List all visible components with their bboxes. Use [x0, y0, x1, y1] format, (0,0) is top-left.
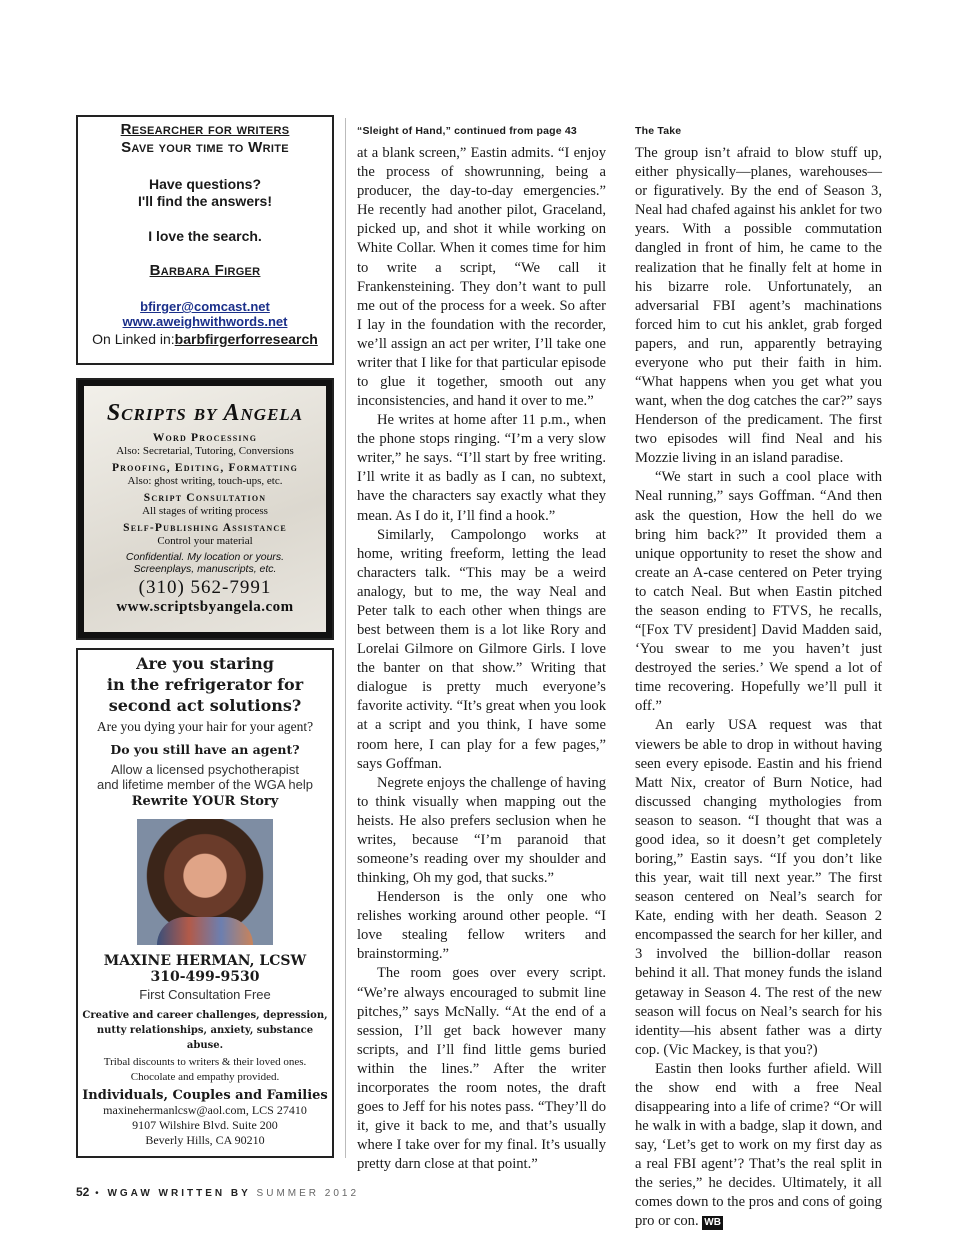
article-paragraph: The group isn’t afraid to blow stuff up, either physically—planes, warehouses—or figuratively. By the end of Season 3, Neal had chafed against his anklet for two years. With a possible commutation dangled in front of him, he came to the realization that he finally felt at home in his bizarre role. Unfortunately, an adversarial FBI agent’s machinations forced him to cut his anklet, grab forged papers, and run, apparently betraying everyone who put their faith in him. “What happens when you get what you want, when the dog catches the car?” says Henderson of the predicament. The first two episodes will find Neal and his Mozzie living in an island paradise. [635, 145, 882, 467]
ad-questions [78, 176, 332, 210]
publication-name: WGAW WRITTEN BY [107, 1188, 251, 1199]
free-consultation: First Consultation Free [139, 987, 271, 1002]
article-paragraph: He writes at home after 11 p.m., when the phone stops ringing. “I’m a very slow writer,” he says. “I’ll start by free writing. I’ll write it as badly as I can, no subtext, have the characters say exactly what they mean. As I do it, I’ll find a hook.” [357, 412, 606, 524]
article-paragraph: Henderson is the only one who relishes working around other people. “I love stealing fellow writers and brainstorming.” [357, 889, 606, 963]
page-number: 52 [76, 1185, 90, 1199]
service-heading: Self-Publishing Assistance [123, 522, 287, 534]
scroll-background [84, 386, 326, 632]
service-heading: Proofing, Editing, Formatting [111, 462, 299, 474]
individuals-couples: Individuals, Couples and Families [82, 1088, 328, 1103]
question-hair: Are you dying your hair for your agent? [96, 719, 314, 734]
service-sub: Control your material [157, 535, 253, 547]
allow-line-1: Allow a licensed psychotherapist [111, 762, 299, 777]
article-paragraph: The room goes over every script. “We’re always encouraged to submit line pitches,” says McNally. “At the end of a session, I’ll get back however many scripts, and I’ll find little gems buried within the lines.” After the writer incorporates the room notes, the draft goes to Jeff for his notes pass. “They’ll do it, give it back to me, and that’s usually where I take over for my final. It’s usually pretty darn close at that point.” [357, 965, 606, 1173]
last-paragraph-text: Eastin then looks further afield. Will the show end with a free Neal disappearing into a life of crime? “Or will he walk in with a badge, slap it down, and say, ‘Let’s get to work on my first day as a real FBI agent’? That’s the real split in the series,” he decides. Ultimately, it all comes down to the pros and cons of going pro or con. [635, 1060, 882, 1230]
photo-scarf [157, 917, 253, 945]
linkedin-label: On Linked in: [92, 331, 175, 347]
tribal-line-2: Chocolate and empathy provided. [130, 1071, 280, 1083]
service-sub: Also: Secretarial, Tutoring, Conversions [116, 445, 294, 457]
column-rule [345, 118, 346, 1158]
article-paragraph: Negrete enjoys the challenge of having to think visually when mapping out the heists. He also prefers seclusion when he writes, because “I’m paranoid that someone’s reading over my shoulder and thinking, Oh my god, that sucks.” [357, 774, 606, 887]
ad-headline [78, 653, 332, 716]
screenplays-line: Screenplays, manuscripts, etc. [133, 563, 277, 575]
scripts-phone: (310) 562-7991 [138, 577, 272, 598]
article-column-middle [357, 122, 606, 1174]
rewrite-tagline: Rewrite YOUR Story [131, 794, 279, 809]
address-line-2: 9107 Wilshire Blvd. Suite 200 [132, 1118, 278, 1132]
linkedin-handle-link[interactable]: barbfirgerforresearch [174, 331, 318, 347]
article-paragraph: Similarly, Campolongo works at home, writing freeform, letting the lead characters talk. “This may be a weird analogy, but to me, the way Neal and Peter talk to each other when things are best between them is a lot like Rory and Lorelai Gilmore on Gilmore Girls. I love the banter on that show.” Writing that dialogue is pretty much everyone’s favorite activity. “It’s great when you look at a script and you think, I have some room here, I can play for a few pages,” says Goffman. [357, 526, 606, 772]
scripts-url-link[interactable]: www.scriptsbyangela.com [116, 599, 294, 615]
headline-line-2: in the refrigerator for [106, 675, 304, 694]
ad-therapist [76, 648, 334, 1158]
ad-subtitle: Save your time to Write [121, 139, 289, 156]
ad-linkedin [78, 331, 332, 347]
confidential-line: Confidential. My location or yours. [125, 551, 285, 563]
tribal-discounts [78, 1055, 332, 1085]
article-paragraph: An early USA request was that viewers be able to drop in without having seen every episode. Eastin and his friend Matt Nix, creator of Burn Notice, had discussed changing mythologies from season to season. “I thought that was a good idea, so it doesn’t get completely boring,” Eastin says. “If you don’t like this year, wait till next year.” The first season centered on Neal’s search for Kate, ending with her death. Season 2 encompassed the search for her killer, and 3 involved the billion-dollar reason behind it all. That money funds the island getaway in Season 4. The rest of the new season will focus on Neal’s search for his identity—his absent father was a dirty cop. (Vic Mackey, is that you?) [635, 717, 882, 1058]
therapist-photo [137, 819, 273, 945]
continued-kicker: “Sleight of Hand,” continued from page 43 [357, 125, 577, 137]
therapist-name: MAXINE HERMAN, LCSW [103, 953, 307, 969]
page-footer [76, 1185, 359, 1199]
ad-question-2: I'll find the answers! [137, 193, 273, 209]
tribal-line-1: Tribal discounts to writers & their loved ones. [103, 1056, 307, 1068]
ad-researcher [76, 115, 334, 365]
specialties-line-1: Creative and career challenges, depression, [82, 1010, 328, 1021]
scripts-logo: Scripts by Angela [106, 400, 304, 426]
confidential-note [84, 551, 326, 575]
address-line-3: Beverly Hills, CA 90210 [145, 1133, 265, 1147]
article-paragraph: at a blank screen,” Eastin admits. “I enjoy the process of showrunning, being a producer, the day-to-day emergencies.” He recently had another pilot, Graceland, picked up, and shot it while working on White Collar. When it comes time for him to write a script, “We call it Frankensteining. They don’t want to pull me out of the process for a week. So after I lay in the foundation with the recorder, we’ll assign an act per writer, I’ll take one writer that I like for that particular episode to glue it together, smooth out any inconsistencies, and hand it over to me.” [357, 145, 606, 410]
ad-tagline: I love the search. [148, 228, 262, 244]
address-line-1: maxinehermanlcsw@aol.com, LCS 27410 [103, 1103, 307, 1117]
therapist-address [78, 1103, 332, 1148]
article-column-right [635, 122, 882, 1232]
end-mark-icon: WB [704, 1217, 721, 1229]
specialties [78, 1008, 332, 1053]
allow-text [78, 762, 332, 792]
service-heading: Script Consultation [143, 492, 267, 504]
service-sub: All stages of writing process [142, 505, 268, 517]
footer-bullet: • [95, 1188, 102, 1199]
headline-line-1: Are you staring [136, 654, 274, 673]
section-heading: The Take [635, 125, 682, 137]
article-paragraph: “We start in such a cool place with Neal running,” says Goffman. “And then ask the question, How the hell do we bring him back?” It provided them a unique opportunity to reset the show and create an A-case centered on Peter trying to catch Neal. But when Eastin pitched the season ending to FTVS, he recalls, “[Fox TV president] David Madden said, ‘You swear to me you haven’t just destroyed the series.’ We spend a lot of time recovering. Hopefully we’ll pull it off.” [635, 469, 882, 715]
service-heading: Word Processing [152, 432, 258, 444]
ad-email-link[interactable]: bfirger@comcast.net [140, 299, 270, 314]
headline-line-3: second act solutions? [108, 696, 302, 715]
ad-scripts-by-angela [76, 378, 334, 640]
therapist-phone: 310-499-9530 [150, 969, 260, 985]
ad-website-link[interactable]: www.aweighwithwords.net [122, 314, 288, 329]
article-paragraph-last [635, 1060, 882, 1232]
service-sub: Also: ghost writing, touch-ups, etc. [127, 475, 283, 487]
specialties-line-2: nutty relationships, anxiety, substance abuse. [96, 1025, 314, 1051]
issue-date: SUMMER 2012 [256, 1188, 360, 1199]
allow-line-2: and lifetime member of the WGA help [96, 777, 314, 792]
ad-title: Researcher for writers [120, 121, 290, 138]
question-agent: Do you still have an agent? [110, 742, 300, 757]
ad-name: Barbara Firger [149, 262, 261, 279]
ad-question-1: Have questions? [148, 176, 262, 192]
